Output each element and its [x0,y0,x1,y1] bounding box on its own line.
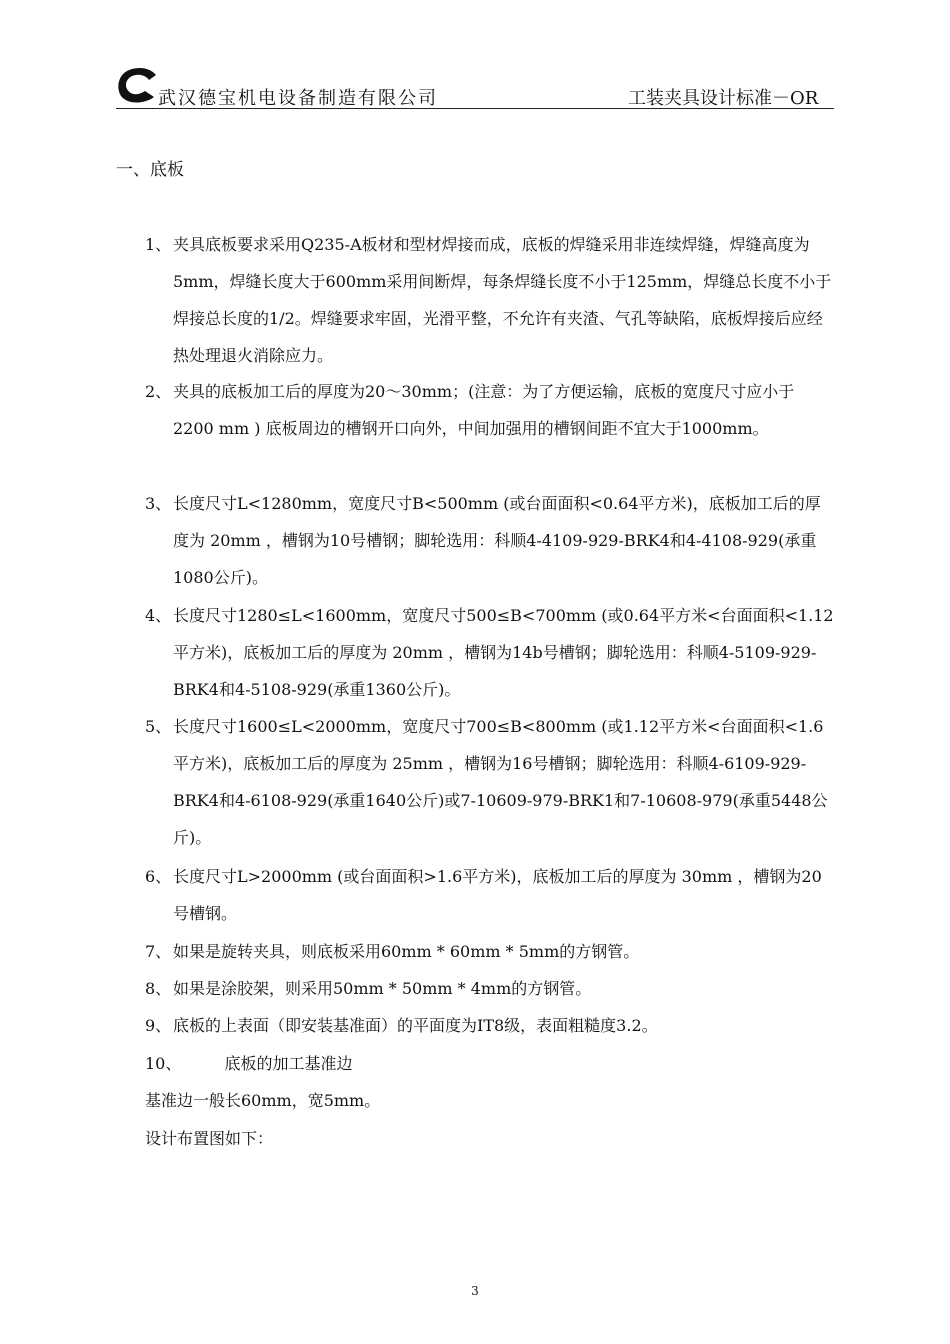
note-line: 基准边一般长60mm，宽5mm。 [145,1091,381,1110]
item-number: 6、 [145,867,172,886]
header-rule [116,108,834,109]
item-text: 底板的加工基准边 [224,1054,353,1073]
page-number: 3 [471,1284,479,1298]
list-item [145,970,835,1007]
item-number: 2、 [145,382,172,401]
list-item [145,708,835,856]
page-header [116,64,836,112]
item-number: 1、 [145,235,172,254]
list-item [145,226,835,374]
company-name: 武汉德宝机电设备制造有限公司 [158,88,438,109]
item-text: 夹具的底板加工后的厚度为20～30mm；(注意：为了方便运输，底板的宽度尺寸应小于2200 mm ) 底板周边的槽钢开口向外，中间加强用的槽钢间距不宜大于1000mm。 [173,382,795,438]
list-item [145,597,835,708]
item-number: 8、 [145,979,172,998]
item-number: 10、 [145,1054,182,1073]
note-line: 设计布置图如下： [145,1129,274,1148]
list-item [145,858,835,932]
list-item-10 [145,1045,352,1082]
list-item [145,933,835,970]
item-text: 夹具底板要求采用Q235-A板材和型材焊接而成，底板的焊缝采用非连续焊缝，焊缝高度为5mm，焊缝长度大于600mm采用间断焊，每条焊缝长度不小于125mm，焊缝总长度不小于焊接总长度的1/2。焊缝要求牢固，光滑平整，不允许有夹渣、气孔等缺陷，底板焊接后应经热处理退火消除应力。 [173,235,832,365]
item-number: 7、 [145,942,172,961]
item-text: 如果是涂胶架，则采用50mm * 50mm * 4mm的方钢管。 [173,979,592,998]
section-title: 一、底板 [116,160,184,180]
item-number: 3、 [145,494,172,513]
item-number: 4、 [145,606,172,625]
document-title: 工装夹具设计标准－OR [628,88,819,109]
item-number: 5、 [145,717,172,736]
item-text: 长度尺寸L>2000mm (或台面面积>1.6平方米)，底板加工后的厚度为 30mm ，槽钢为20号槽钢。 [173,867,822,923]
item-text: 长度尺寸L<1280mm，宽度尺寸B<500mm (或台面面积<0.64平方米)，底板加工后的厚度为 20mm ，槽钢为10号槽钢；脚轮选用：科顺4-4109-929-BRK4和4-4108-929(承重1080公斤)。 [173,494,821,587]
item-text: 底板的上表面（即安装基准面）的平面度为IT8级，表面粗糙度3.2。 [173,1016,658,1035]
item-number: 9、 [145,1016,172,1035]
item-text: 如果是旋转夹具，则底板采用60mm * 60mm * 5mm的方钢管。 [173,942,640,961]
item-text: 长度尺寸1280≤L<1600mm，宽度尺寸500≤B<700mm (或0.64平方米<台面面积<1.12平方米)，底板加工后的厚度为 20mm ，槽钢为14b号槽钢；脚轮选用：科顺4-5109-929-BRK4和4-5108-929(承重1360公斤)。 [173,606,834,699]
list-item [145,1007,835,1044]
company-logo [116,66,160,104]
list-item [145,373,835,447]
list-item [145,485,835,596]
item-text: 长度尺寸1600≤L<2000mm，宽度尺寸700≤B<800mm (或1.12平方米<台面面积<1.6平方米)，底板加工后的厚度为 25mm ，槽钢为16号槽钢；脚轮选用：科顺4-6109-929-BRK4和4-6108-929(承重1640公斤)或7-10609-979-BRK1和7-10608-979(承重5448公斤)。 [173,717,828,847]
